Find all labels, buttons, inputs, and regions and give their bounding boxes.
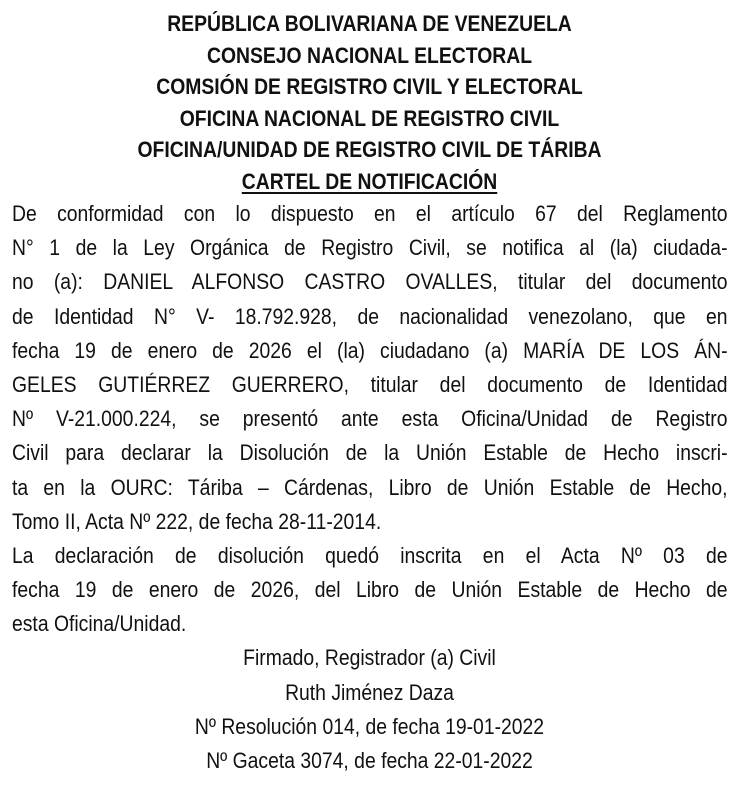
header-line-council: CONSEJO NACIONAL ELECTORAL	[206, 42, 533, 68]
paragraph-1-line: Nº V-21.000.224, se presentó ante esta Oficina/Unidad de Registro	[12, 406, 728, 432]
notice-body	[12, 197, 728, 641]
paragraph-1-line: Civil para declarar la Disolución de la Unión Estable de Hecho inscri-	[12, 440, 728, 466]
notice-header	[62, 8, 677, 197]
paragraph-1-line: Tomo II, Acta Nº 222, de fecha 28-11-2014.	[12, 508, 382, 534]
paragraph-1-line: no (a): DANIEL ALFONSO CASTRO OVALLES, titular del documento	[12, 269, 728, 295]
signature-role: Firmado, Registrador (a) Civil	[243, 645, 496, 671]
paragraph-1-line: fecha 19 de enero de 2026 el (la) ciudadano (a) MARÍA DE LOS ÁN-	[12, 337, 728, 363]
signature-name: Ruth Jiménez Daza	[285, 679, 454, 705]
paragraph-1-line: GELES GUTIÉRREZ GUERRERO, titular del documento de Identidad	[12, 371, 728, 397]
paragraph-1-line: de Identidad N° V- 18.792.928, de nacionalidad venezolano, que en	[12, 303, 728, 329]
header-line-commission: COMSIÓN DE REGISTRO CIVIL Y ELECTORAL	[156, 74, 583, 99]
paragraph-1-line: ta en la OURC: Táriba – Cárdenas, Libro de Unión Estable de Hecho,	[12, 474, 728, 500]
paragraph-2-line: La declaración de disolución quedó inscrita en el Acta Nº 03 de	[12, 542, 728, 568]
header-line-republic: REPÚBLICA BOLIVARIANA DE VENEZUELA	[167, 11, 572, 36]
paragraph-2-line: esta Oficina/Unidad.	[12, 611, 187, 637]
signature-resolution: Nº Resolución 014, de fecha 19-01-2022	[194, 713, 545, 739]
paragraph-1-line: De conformidad con lo dispuesto en el artículo 67 del Reglamento	[12, 201, 728, 226]
paragraph-2-line: fecha 19 de enero de 2026, del Libro de Unión Estable de Hecho de	[12, 577, 728, 603]
paragraph-1-line: N° 1 de la Ley Orgánica de Registro Civil, se notifica al (la) ciudada-	[12, 235, 728, 261]
header-line-national-office: OFICINA NACIONAL DE REGISTRO CIVIL	[179, 105, 560, 131]
notice-title: CARTEL DE NOTIFICACIÓN	[241, 168, 498, 194]
signature-gazette: Nº Gaceta 3074, de fecha 22-01-2022	[206, 748, 533, 774]
signature-block	[62, 641, 677, 778]
header-line-local-office: OFICINA/UNIDAD DE REGISTRO CIVIL DE TÁRIBA	[137, 137, 602, 162]
